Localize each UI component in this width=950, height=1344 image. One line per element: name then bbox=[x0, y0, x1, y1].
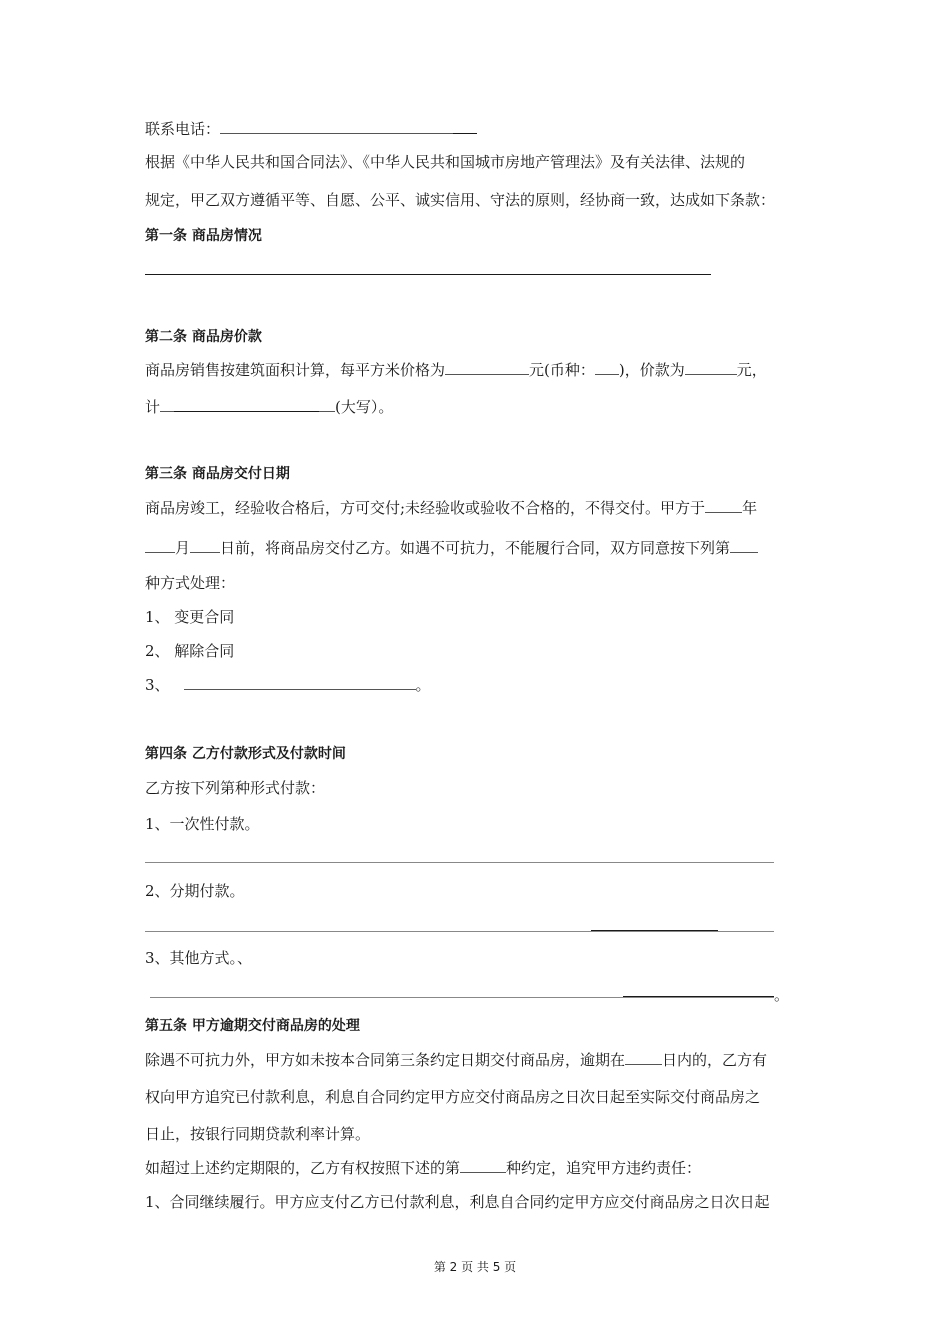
option-number-blank[interactable] bbox=[730, 538, 758, 553]
article-3-option-2: 2、 解除合同 bbox=[145, 642, 235, 660]
article-4-end: 。 bbox=[774, 986, 790, 1004]
article-2-text-c: )，价款为 bbox=[618, 361, 685, 379]
article-5-text-e: 如超过上述约定期限的，乙方有权按照下述的第 bbox=[145, 1159, 461, 1177]
contact-blank-end bbox=[453, 119, 477, 134]
article-3-option-3-label: 3、 bbox=[145, 676, 170, 694]
intro-line-1: 根据《中华人民共和国合同法》、《中华人民共和国城市房地产管理法》及有关法律、法规的 bbox=[145, 153, 746, 171]
unit-price-blank[interactable] bbox=[445, 360, 529, 375]
article-3-text-c: 月 bbox=[175, 539, 191, 557]
lump-sum-blank[interactable] bbox=[145, 862, 774, 863]
contact-label: 联系电话： bbox=[145, 120, 221, 138]
capital-amount-blank[interactable] bbox=[174, 397, 319, 412]
installment-blank-mark bbox=[591, 930, 718, 931]
article-2-price-line bbox=[145, 360, 767, 380]
article-3-line-1 bbox=[145, 498, 757, 518]
article-5-line-5: 1、合同继续履行。甲方应支付乙方已付款利息，利息自合同约定甲方应交付商品房之日次日起 bbox=[145, 1193, 770, 1211]
article-5-title: 第五条 甲方逾期交付商品房的处理 bbox=[145, 1018, 360, 1034]
article-1-blank[interactable] bbox=[145, 274, 711, 275]
contact-line bbox=[145, 119, 477, 139]
article-4-option-1: 1、一次性付款。 bbox=[145, 815, 260, 833]
article-4-title: 第四条 乙方付款形式及付款时间 bbox=[145, 746, 346, 762]
other-method-blank-mark bbox=[623, 996, 774, 997]
article-4-option-2: 2、分期付款。 bbox=[145, 882, 245, 900]
currency-blank[interactable] bbox=[595, 360, 619, 375]
article-2-text-f: (大写）。 bbox=[335, 398, 394, 416]
day-blank[interactable] bbox=[190, 538, 220, 553]
article-3-text-a: 商品房竣工，经验收合格后，方可交付;未经验收或验收不合格的，不得交付。甲方于 bbox=[145, 499, 706, 517]
article-4-intro: 乙方按下列第种形式付款： bbox=[145, 779, 326, 797]
article-3-option-3 bbox=[145, 675, 431, 695]
year-blank[interactable] bbox=[705, 498, 742, 513]
article-3-line-3: 种方式处理： bbox=[145, 574, 236, 592]
other-method-blank[interactable] bbox=[150, 997, 774, 998]
article-3-text-b: 年 bbox=[742, 499, 758, 517]
article-2-text-b: 元(币种： bbox=[529, 361, 595, 379]
article-2-title: 第二条 商品房价款 bbox=[145, 329, 262, 345]
month-blank[interactable] bbox=[145, 538, 175, 553]
article-5-text-f: 种约定，追究甲方违约责任： bbox=[506, 1159, 702, 1177]
article-5-line-3: 日止，按银行同期贷款利率计算。 bbox=[145, 1125, 371, 1143]
article-5-text-b: 日内的，乙方有 bbox=[662, 1051, 768, 1069]
contact-blank[interactable] bbox=[220, 119, 453, 134]
article-5-line-1 bbox=[145, 1050, 767, 1070]
capital-blank-post bbox=[319, 397, 335, 412]
intro-line-2: 规定，甲乙双方遵循平等、自愿、公平、诚实信用、守法的原则，经协商一致，达成如下条款： bbox=[145, 191, 776, 209]
page-footer: 第 2 页 共 5 页 bbox=[433, 1260, 517, 1274]
article-3-title: 第三条 商品房交付日期 bbox=[145, 466, 290, 482]
article-2-capital-line bbox=[145, 397, 393, 417]
article-4-option-3: 3、其他方式。、 bbox=[145, 949, 253, 967]
article-3-text-d: 日前，将商品房交付乙方。如遇不可抗力，不能履行合同，双方同意按下列第 bbox=[220, 539, 731, 557]
breach-option-blank[interactable] bbox=[460, 1158, 506, 1173]
overdue-days-blank[interactable] bbox=[625, 1050, 662, 1065]
installment-blank[interactable] bbox=[145, 931, 774, 932]
article-1-title: 第一条 商品房情况 bbox=[145, 228, 262, 244]
other-option-blank[interactable] bbox=[184, 675, 416, 690]
article-5-text-a: 除遇不可抗力外，甲方如未按本合同第三条约定日期交付商品房，逾期在 bbox=[145, 1051, 626, 1069]
article-3-line-2 bbox=[145, 538, 758, 558]
total-price-blank[interactable] bbox=[685, 360, 737, 375]
article-3-option-1: 1、 变更合同 bbox=[145, 608, 235, 626]
article-5-line-4 bbox=[145, 1158, 701, 1178]
article-2-text-e: 计 bbox=[145, 398, 161, 416]
article-5-line-2: 权向甲方追究已付款利息，利息自合同约定甲方应交付商品房之日次日起至实际交付商品房之 bbox=[145, 1088, 761, 1106]
article-2-text-a: 商品房销售按建筑面积计算，每平方米价格为 bbox=[145, 361, 446, 379]
capital-blank-pre bbox=[160, 397, 174, 412]
article-2-text-d: 元， bbox=[736, 361, 767, 379]
article-3-option-3-end: 。 bbox=[415, 676, 431, 694]
